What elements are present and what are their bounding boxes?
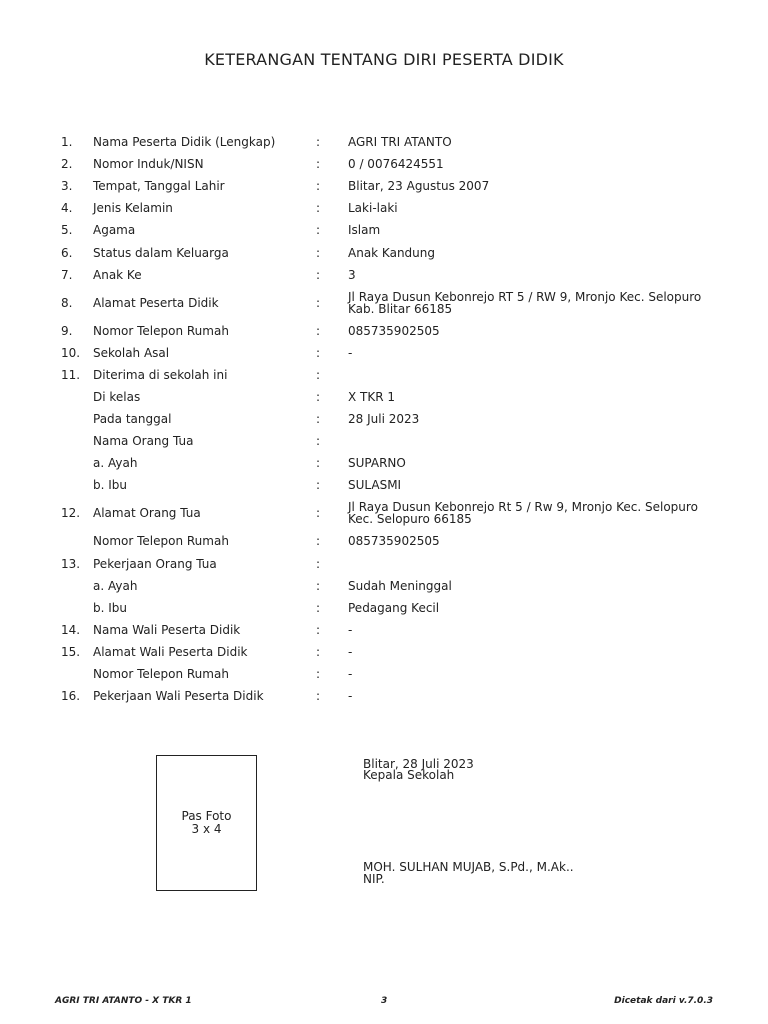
- row-value: Jl Raya Dusun Kebonrejo RT 5 / RW 9, Mronjo Kec. Selopuro Kab. Blitar 66185: [348, 289, 702, 316]
- row-label: Di kelas: [93, 389, 141, 404]
- signature-nip: NIP.: [363, 872, 385, 886]
- row-value: Jl Raya Dusun Kebonrejo Rt 5 / Rw 9, Mronjo Kec. Selopuro Kec. Selopuro 66185: [348, 500, 698, 527]
- row-label: a. Ayah: [93, 456, 138, 471]
- footer-version: Dicetak dari v.7.0.3: [614, 996, 713, 1006]
- row-number: 11.: [61, 367, 81, 382]
- row-number: 13.: [61, 556, 81, 571]
- info-row: [0, 131, 768, 153]
- row-value: AGRI TRI ATANTO: [348, 135, 452, 150]
- signature-name: MOH. SULHAN MUJAB, S.Pd., M.Ak..: [363, 860, 574, 874]
- row-separator: :: [316, 578, 321, 593]
- row-separator: :: [316, 534, 321, 549]
- info-row: [0, 286, 768, 320]
- info-row: [0, 364, 768, 386]
- row-number: 6.: [61, 245, 73, 260]
- info-row: [0, 320, 768, 342]
- info-row: [0, 641, 768, 663]
- row-number: 10.: [61, 345, 81, 360]
- row-label: Status dalam Keluarga: [93, 245, 229, 260]
- row-number: 5.: [61, 223, 73, 238]
- row-value: 0 / 0076424551: [348, 157, 444, 172]
- row-label: Nomor Telepon Rumah: [93, 323, 229, 338]
- row-number: 8.: [61, 295, 73, 310]
- row-separator: :: [316, 689, 321, 704]
- row-separator: :: [316, 600, 321, 615]
- info-row: [0, 430, 768, 452]
- row-value: Sudah Meninggal: [348, 578, 452, 593]
- row-value: 3: [348, 267, 356, 282]
- row-value: -: [348, 622, 353, 637]
- row-separator: :: [316, 506, 321, 521]
- row-value: Pedagang Kecil: [348, 600, 440, 615]
- info-row: [0, 496, 768, 530]
- page-title: KETERANGAN TENTANG DIRI PESERTA DIDIK: [204, 50, 564, 69]
- footer-student: AGRI TRI ATANTO - X TKR 1: [55, 996, 192, 1006]
- info-row: [0, 175, 768, 197]
- info-row: [0, 530, 768, 552]
- row-label: Nomor Telepon Rumah: [93, 667, 229, 682]
- info-row: [0, 553, 768, 575]
- row-label: Nomor Induk/NISN: [93, 157, 204, 172]
- row-value: Anak Kandung: [348, 245, 435, 260]
- row-separator: :: [316, 367, 321, 382]
- row-separator: :: [316, 295, 321, 310]
- row-label: Pekerjaan Wali Peserta Didik: [93, 689, 264, 704]
- row-separator: :: [316, 345, 321, 360]
- info-row: [0, 386, 768, 408]
- row-separator: :: [316, 179, 321, 194]
- info-row: [0, 197, 768, 219]
- footer-page-number: 3: [381, 996, 388, 1006]
- row-number: 7.: [61, 267, 73, 282]
- row-value: 085735902505: [348, 323, 440, 338]
- row-number: 12.: [61, 506, 81, 521]
- row-value: Islam: [348, 223, 381, 238]
- info-row: [0, 408, 768, 430]
- info-row: [0, 452, 768, 474]
- row-separator: :: [316, 201, 321, 216]
- row-label: Tempat, Tanggal Lahir: [93, 179, 225, 194]
- row-label: Nama Wali Peserta Didik: [93, 622, 241, 637]
- row-label: Alamat Peserta Didik: [93, 295, 219, 310]
- row-label: Agama: [93, 223, 136, 238]
- row-label: b. Ibu: [93, 478, 128, 493]
- row-number: 9.: [61, 323, 73, 338]
- row-separator: :: [316, 667, 321, 682]
- row-separator: :: [316, 644, 321, 659]
- row-number: 16.: [61, 689, 81, 704]
- row-separator: :: [316, 389, 321, 404]
- row-value: -: [348, 345, 353, 360]
- row-label: Nomor Telepon Rumah: [93, 534, 229, 549]
- info-row: [0, 153, 768, 175]
- row-number: 15.: [61, 644, 81, 659]
- row-separator: :: [316, 135, 321, 150]
- row-value: -: [348, 689, 353, 704]
- row-label: Sekolah Asal: [93, 345, 170, 360]
- row-label: a. Ayah: [93, 578, 138, 593]
- photo-label: Pas Foto: [181, 809, 232, 823]
- info-row: [0, 342, 768, 364]
- row-label: Nama Orang Tua: [93, 434, 194, 449]
- row-number: 14.: [61, 622, 81, 637]
- info-row: [0, 663, 768, 685]
- row-value: Blitar, 23 Agustus 2007: [348, 179, 490, 194]
- row-separator: :: [316, 478, 321, 493]
- info-row: [0, 474, 768, 496]
- row-number: 3.: [61, 179, 73, 194]
- signature-role: Kepala Sekolah: [363, 768, 455, 782]
- row-label: Anak Ke: [93, 267, 142, 282]
- row-number: 1.: [61, 135, 73, 150]
- row-value: SULASMI: [348, 478, 402, 493]
- row-label: Pada tanggal: [93, 412, 172, 427]
- row-separator: :: [316, 622, 321, 637]
- row-value: 28 Juli 2023: [348, 412, 420, 427]
- row-value: -: [348, 667, 353, 682]
- student-info-list: [0, 131, 768, 707]
- info-row: [0, 264, 768, 286]
- row-label: Diterima di sekolah ini: [93, 367, 228, 382]
- row-label: Alamat Orang Tua: [93, 506, 201, 521]
- row-label: Pekerjaan Orang Tua: [93, 556, 217, 571]
- info-row: [0, 219, 768, 241]
- row-separator: :: [316, 456, 321, 471]
- photo-size: 3 x 4: [191, 822, 222, 836]
- row-label: Alamat Wali Peserta Didik: [93, 644, 248, 659]
- row-label: Jenis Kelamin: [93, 201, 173, 216]
- signature-place-date: Blitar, 28 Juli 2023: [363, 757, 474, 771]
- row-number: 2.: [61, 157, 73, 172]
- row-value: Laki-laki: [348, 201, 398, 216]
- row-separator: :: [316, 412, 321, 427]
- row-value: -: [348, 644, 353, 659]
- row-value: X TKR 1: [348, 389, 396, 404]
- info-row: [0, 575, 768, 597]
- row-separator: :: [316, 267, 321, 282]
- row-label: b. Ibu: [93, 600, 128, 615]
- photo-placeholder: [156, 755, 257, 891]
- info-row: [0, 241, 768, 263]
- row-separator: :: [316, 323, 321, 338]
- row-value: 085735902505: [348, 534, 440, 549]
- info-row: [0, 685, 768, 707]
- row-separator: :: [316, 245, 321, 260]
- row-separator: :: [316, 157, 321, 172]
- row-separator: :: [316, 434, 321, 449]
- row-label: Nama Peserta Didik (Lengkap): [93, 135, 276, 150]
- row-number: 4.: [61, 201, 73, 216]
- row-separator: :: [316, 556, 321, 571]
- row-value: SUPARNO: [348, 456, 406, 471]
- info-row: [0, 597, 768, 619]
- info-row: [0, 619, 768, 641]
- row-separator: :: [316, 223, 321, 238]
